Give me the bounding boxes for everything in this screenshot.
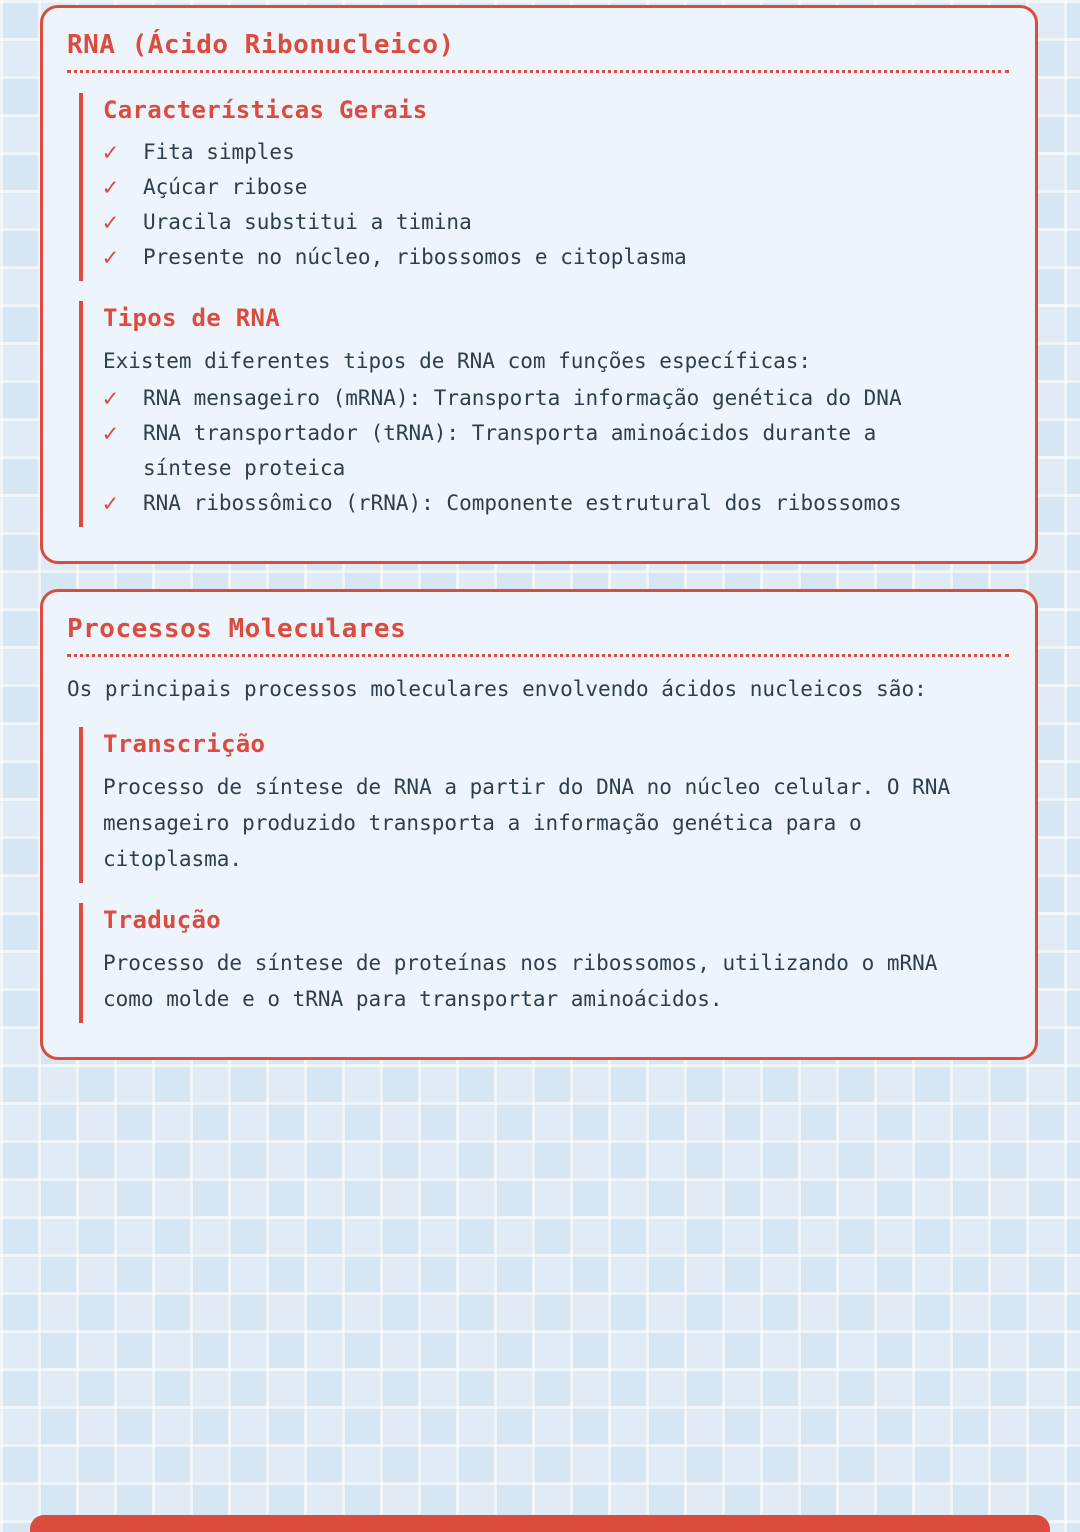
dotted-divider [67, 70, 1009, 73]
section-heading: Tradução [103, 906, 221, 934]
section-transcricao [79, 727, 1009, 883]
checklist-item-text: Uracila substitui a timina [143, 210, 472, 234]
checklist [103, 381, 1009, 521]
check-icon: ✓ [103, 243, 118, 271]
card-intro: Os principais processos moleculares envolvendo ácidos nucleicos são: [67, 677, 927, 701]
section-intro: Existem diferentes tipos de RNA com funções específicas: [103, 349, 812, 373]
checklist-item [103, 416, 1009, 486]
section-paragraph: Processo de síntese de proteínas nos ribossomos, utilizando o mRNA como molde e o tRNA para transportar aminoácidos. [103, 951, 938, 1011]
card-title-rna: RNA (Ácido Ribonucleico) [67, 30, 455, 60]
check-icon: ✓ [103, 419, 118, 447]
checklist-item-text: RNA transportador (tRNA): Transporta aminoácidos durante a síntese proteica [143, 421, 877, 480]
checklist-item-text: RNA mensageiro (mRNA): Transporta informação genética do DNA [143, 386, 902, 410]
checklist-item [103, 135, 1009, 170]
section-heading: Tipos de RNA [103, 304, 280, 332]
checklist-item-text: Fita simples [143, 140, 295, 164]
checklist [103, 135, 1009, 275]
check-icon: ✓ [103, 138, 118, 166]
card-processos-moleculares [40, 589, 1038, 1060]
section-heading: Características Gerais [103, 96, 428, 124]
section-tipos-de-rna [79, 301, 1009, 527]
check-icon: ✓ [103, 173, 118, 201]
checklist-item [103, 170, 1009, 205]
checklist-item [103, 381, 1009, 416]
checklist-item [103, 486, 1009, 521]
card-title-processos: Processos Moleculares [67, 614, 407, 644]
card-rna [40, 5, 1038, 564]
footer-bar [30, 1515, 1050, 1532]
checklist-item-text: Presente no núcleo, ribossomos e citoplasma [143, 245, 687, 269]
check-icon: ✓ [103, 208, 118, 236]
checklist-item-text: RNA ribossômico (rRNA): Componente estrutural dos ribossomos [143, 491, 902, 515]
checklist-item [103, 240, 1009, 275]
dotted-divider [67, 654, 1009, 657]
check-icon: ✓ [103, 384, 118, 412]
section-heading: Transcrição [103, 730, 266, 758]
section-caracteristicas-gerais [79, 93, 1009, 281]
checklist-item-text: Açúcar ribose [143, 175, 308, 199]
section-paragraph: Processo de síntese de RNA a partir do DNA no núcleo celular. O RNA mensageiro produzido transporta a informação genética para o citoplasma. [103, 775, 951, 871]
check-icon: ✓ [103, 489, 118, 517]
section-traducao [79, 903, 1009, 1023]
checklist-item [103, 205, 1009, 240]
